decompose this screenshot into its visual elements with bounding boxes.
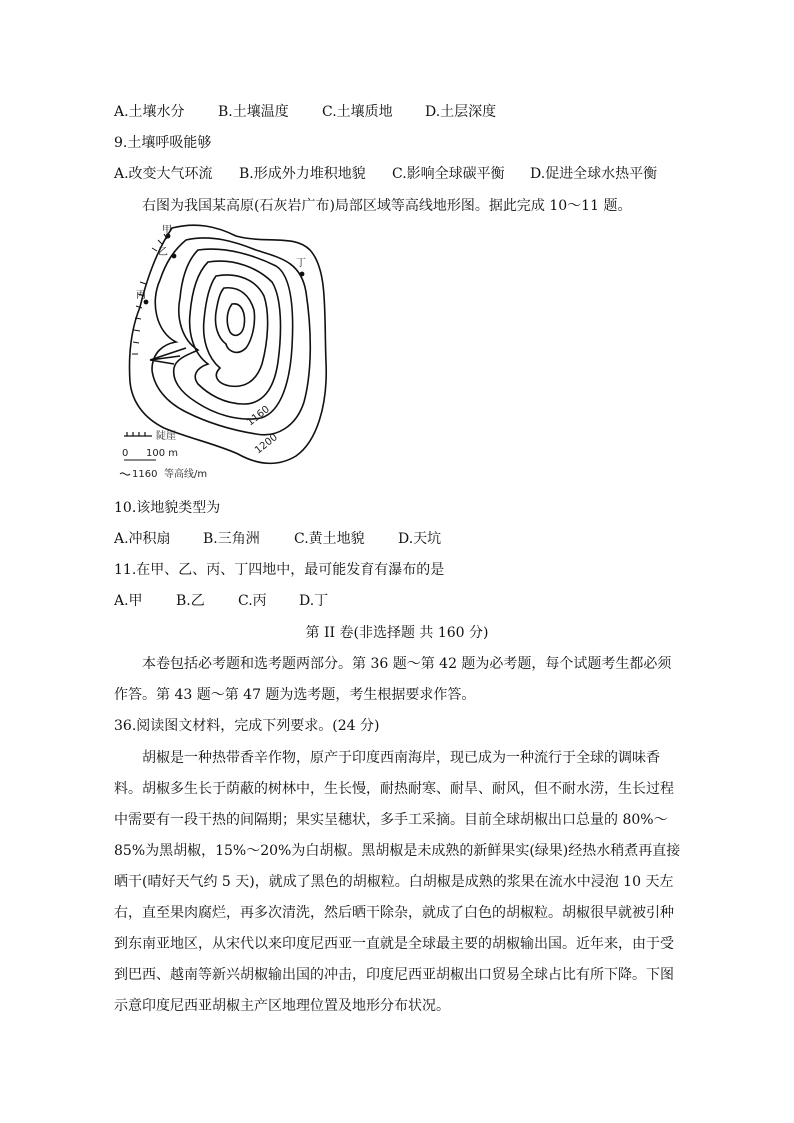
q9-option-c: C.影响全球碳平衡	[392, 166, 505, 182]
q9-option-a: A.改变大气环流	[114, 166, 213, 182]
section2-title: 第 II 卷(非选择题 共 160 分)	[305, 625, 489, 641]
q9-option-b: B.形成外力堆积地貌	[239, 166, 366, 182]
q8-option-d: D.土层深度	[425, 104, 497, 120]
scale-zero: 0	[122, 448, 129, 459]
intro-10-11: 右图为我国某高原(石灰岩广布)局部区域等高线地形图。据此完成 10～11 题。	[142, 198, 632, 214]
legend-contour-value: 1160	[132, 469, 158, 480]
point-jia: 甲	[162, 225, 172, 236]
q11-stem: 11.在甲、乙、丙、丁四地中，最可能发育有瀑布的是	[114, 562, 445, 578]
section2-intro: 本卷包括必考题和选考题两部分。第 36 题～第 42 题为必考题，每个试题考生都必须作答。第 43 题～第 47 题为选考题，考生根据要求作答。	[114, 656, 672, 703]
q11-option-c: C.丙	[238, 593, 267, 609]
contour-label-1160: 1160	[245, 404, 272, 429]
q11-option-a: A.甲	[114, 593, 143, 609]
contour-map	[116, 222, 336, 484]
q36-passage: 胡椒是一种热带香辛作物，原产于印度西南海岸，现已成为一种流行于全球的调味香料。胡椒多生长于荫蔽的树林中，生长慢，耐热耐寒、耐旱、耐风，但不耐水涝，生长过程中需要有一段干热的间隔期；果实呈穗状，多手工采摘。目前全球胡椒出口总量的 80%～85%为黑胡椒，15%～20%为白胡椒。黑胡椒是未成熟的新鲜果实(绿果)经热水稍煮再直接晒干(晴好天气约 5 天)，就成了黑色的胡椒粒。白胡椒是成熟的浆果在流水中浸泡 10 天左右，直至果肉腐烂，再多次清洗，然后晒干除杂，就成了白色的胡椒粒。胡椒很早就被引种到东南亚地区，从宋代以来印度尼西亚一直就是全球最主要的胡椒输出国。近年来，由于受到巴西、越南等新兴胡椒输出国的冲击，印度尼西亚胡椒出口贸易全球占比有所下降。下图示意印度尼西亚胡椒主产区地理位置及地形分布状况。	[114, 750, 681, 1014]
q36-passage-block	[114, 743, 684, 1022]
q9-option-d: D.促进全球水热平衡	[530, 166, 658, 182]
q10-option-b: B.三角洲	[203, 531, 260, 547]
q10-option-c: C.黄土地貌	[294, 531, 365, 547]
q11-option-d: D.丁	[299, 593, 329, 609]
q10-option-a: A.冲积扇	[114, 531, 171, 547]
scale-value: 100 m	[146, 448, 179, 459]
legend-contour-symbol	[120, 473, 130, 475]
legend-cliff-symbol	[124, 432, 152, 436]
contour-label-1200: 1200	[253, 432, 280, 457]
section2-intro-block	[114, 649, 684, 711]
point-yi: 乙	[158, 247, 168, 258]
contour-inner-3	[204, 275, 268, 386]
point-ding: 丁	[296, 258, 306, 269]
point-bing: 丙	[136, 290, 146, 301]
q8-option-b: B.土壤温度	[218, 104, 289, 120]
q11-option-b: B.乙	[176, 593, 205, 609]
q36-stem: 36.阅读图文材料，完成下列要求。(24 分)	[114, 718, 380, 734]
q10-stem: 10.该地貌类型为	[114, 500, 221, 516]
q8-option-c: C.土壤质地	[322, 104, 393, 120]
contour-1160	[152, 238, 310, 435]
legend-contour-label: 等高线/m	[164, 469, 208, 480]
legend-cliff-label: 陡崖	[156, 431, 176, 442]
contour-inner-4	[215, 288, 254, 353]
q9-stem: 9.土壤呼吸能够	[114, 135, 212, 151]
contour-inner-5	[227, 304, 244, 336]
q8-option-a: A.土壤水分	[114, 104, 185, 120]
q10-option-d: D.天坑	[398, 531, 442, 547]
